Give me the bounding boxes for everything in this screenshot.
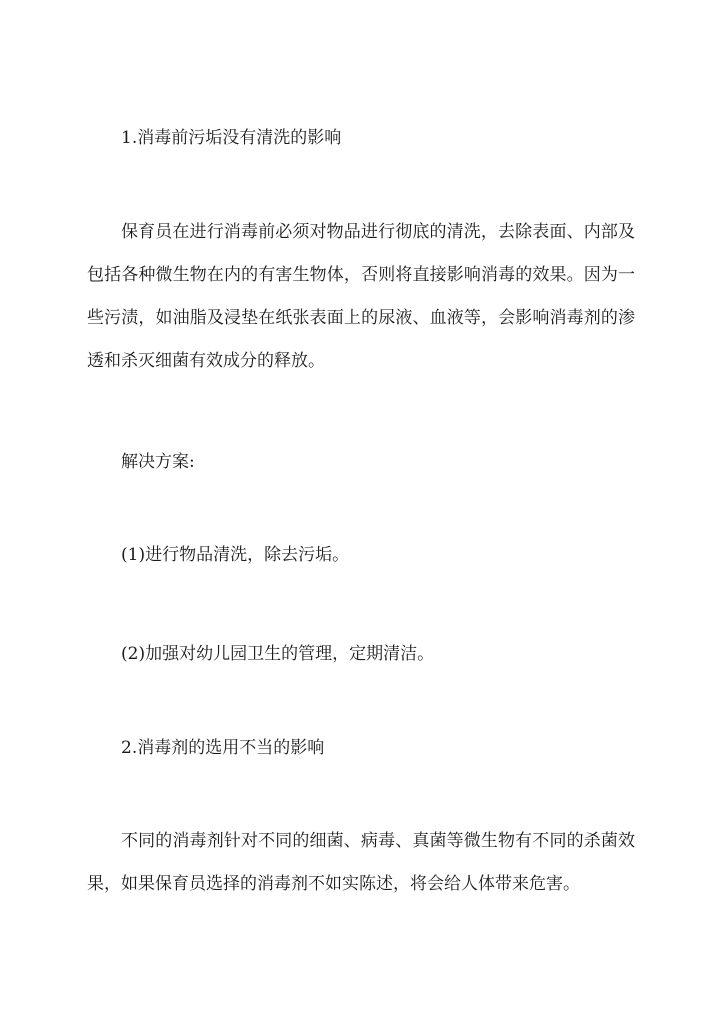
section1-heading: 1.消毒前污垢没有清洗的影响 — [121, 128, 342, 148]
solution-label: 解决方案: — [121, 452, 195, 472]
solution-item-2: (2)加强对幼儿园卫生的管理，定期清洁。 — [121, 644, 435, 664]
solution-item-1: (1)进行物品清洗，除去污垢。 — [121, 545, 350, 565]
section1-paragraph: 保育员在进行消毒前必须对物品进行彻底的清洗，去除表面、内部及包括各种微生物在内的有害生物体，否则将直接影响消毒的效果。因为一些污渍，如油脂及浸垫在纸张表面上的尿液、血液等，会影响消毒剂的渗透和杀灭细菌有效成分的释放。 — [87, 222, 635, 371]
section2-heading: 2.消毒剂的选用不当的影响 — [121, 738, 325, 758]
section2-paragraph: 不同的消毒剂针对不同的细菌、病毒、真菌等微生物有不同的杀菌效果，如果保育员选择的消毒剂不如实陈述，将会给人体带来危害。 — [87, 831, 635, 894]
